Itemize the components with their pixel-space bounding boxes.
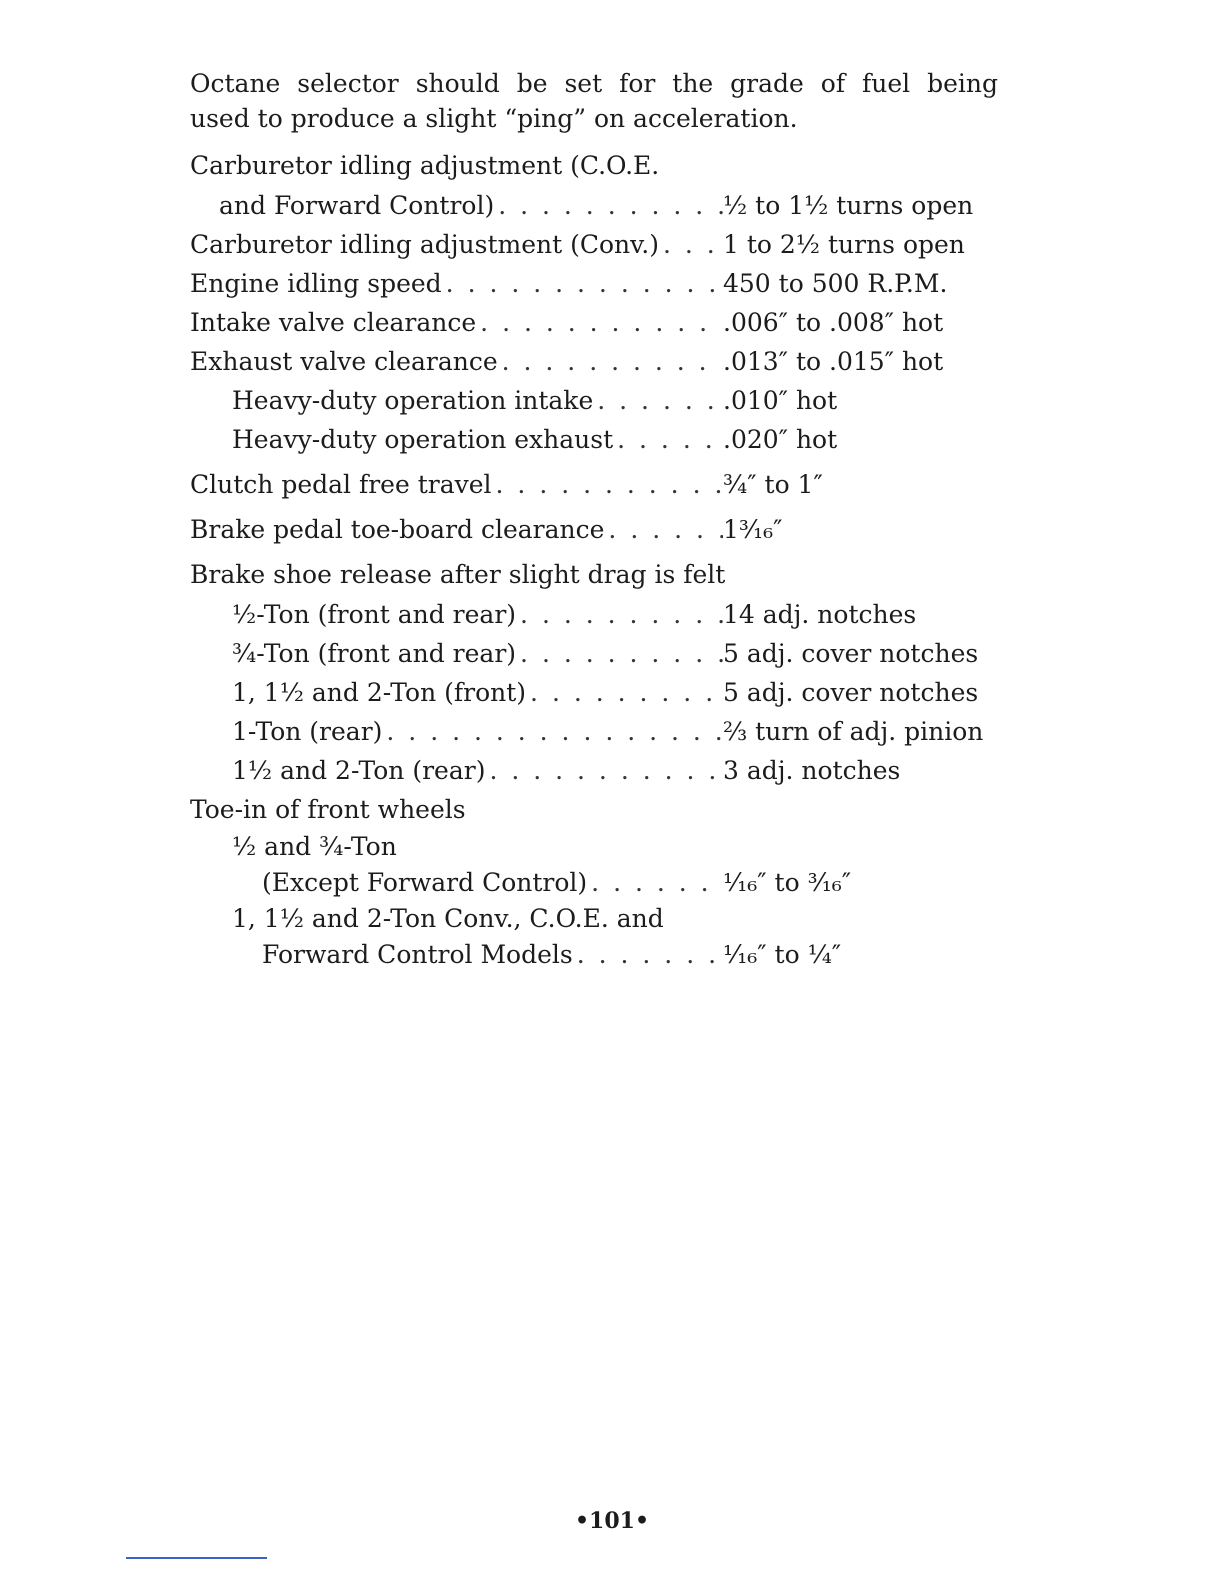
spec-value: 5 adj. cover notches	[723, 639, 979, 668]
spec-carburetor-coe	[190, 146, 998, 225]
dot-leader	[476, 303, 723, 342]
dot-leader	[587, 864, 723, 902]
spec-label: Carburetor idling adjustment (Conv.)	[190, 230, 659, 259]
spec-value: 14 adj. notches	[723, 600, 917, 629]
section-heading: Brake shoe release after slight drag is felt	[190, 560, 726, 589]
spec-value: ⅔ turn of adj. pinion	[723, 717, 984, 746]
dot-leader	[382, 712, 723, 751]
dot-leader	[613, 420, 723, 459]
dot-leader	[494, 186, 723, 225]
spec-label: (Except Forward Control)	[262, 868, 588, 897]
spec-idle-speed	[190, 264, 998, 303]
section-heading: Toe-in of front wheels	[190, 795, 466, 824]
spec-label: 1-Ton (rear)	[232, 717, 383, 746]
spec-value: 3 adj. notches	[723, 756, 901, 785]
spec-label: Brake pedal toe-board clearance	[190, 515, 605, 544]
dot-leader	[442, 264, 723, 303]
toe-in-section	[190, 790, 998, 974]
spec-label: Engine idling speed	[190, 269, 442, 298]
spec-value: ¹⁄₁₆″ to ¼″	[723, 940, 842, 969]
spec-value: .006″ to .008″ hot	[723, 308, 944, 337]
footnote-rule	[126, 1557, 267, 1559]
dot-leader	[498, 342, 723, 381]
dot-leader	[573, 936, 723, 974]
spec-value: 5 adj. cover notches	[723, 678, 979, 707]
dot-leader	[526, 673, 723, 712]
brake-shoe-row	[190, 673, 998, 712]
dot-leader	[492, 465, 723, 504]
toe-in-row	[190, 936, 998, 974]
dot-leader	[485, 751, 723, 790]
spec-value: 1 to 2½ turns open	[723, 230, 965, 259]
spec-label: Carburetor idling adjustment (C.O.E.	[190, 151, 660, 180]
spec-exhaust-clearance	[190, 342, 998, 381]
intro-paragraph	[190, 66, 998, 136]
dot-leader	[516, 595, 723, 634]
spec-label: Intake valve clearance	[190, 308, 477, 337]
spec-value: 450 to 500 R.P.M.	[723, 269, 948, 298]
dot-leader	[593, 381, 723, 420]
toe-in-group-label: ½ and ¾-Ton	[232, 832, 397, 861]
brake-shoe-row	[190, 751, 998, 790]
brake-shoe-row	[190, 595, 998, 634]
manual-page	[190, 66, 998, 974]
intro-line-2: used to produce a slight “ping” on acceleration.	[190, 104, 798, 133]
spec-clutch-free-travel	[190, 465, 998, 504]
spec-label: 1½ and 2-Ton (rear)	[232, 756, 486, 785]
brake-shoe-row	[190, 634, 998, 673]
page-number: •101•	[574, 1508, 650, 1534]
spec-value: ¾″ to 1″	[723, 470, 823, 499]
spec-value: 1³⁄₁₆″	[723, 515, 783, 544]
spec-hd-exhaust	[190, 420, 998, 459]
spec-label: 1, 1½ and 2-Ton (front)	[232, 678, 527, 707]
dot-leader	[659, 225, 723, 264]
spec-hd-intake	[190, 381, 998, 420]
spec-label: and Forward Control)	[219, 191, 495, 220]
spec-value: .010″ hot	[723, 386, 838, 415]
spec-value: .020″ hot	[723, 425, 838, 454]
spec-label: Forward Control Models	[262, 940, 573, 969]
dot-leader	[604, 510, 723, 549]
spec-label: Heavy-duty operation exhaust	[232, 425, 614, 454]
spec-label: Clutch pedal free travel	[190, 470, 492, 499]
spec-label: Heavy-duty operation intake	[232, 386, 594, 415]
spec-value: ¹⁄₁₆″ to ³⁄₁₆″	[723, 868, 852, 897]
brake-shoe-section	[190, 555, 998, 790]
spec-label: ½-Ton (front and rear)	[232, 600, 517, 629]
spec-value: .013″ to .015″ hot	[723, 347, 944, 376]
intro-line-1: Octane selector should be set for the grade of fuel being	[190, 69, 998, 98]
spec-label: ¾-Ton (front and rear)	[232, 639, 517, 668]
toe-in-row	[190, 864, 998, 902]
spec-label: Exhaust valve clearance	[190, 347, 498, 376]
spec-carburetor-conv	[190, 225, 998, 264]
toe-in-group-label: 1, 1½ and 2-Ton Conv., C.O.E. and	[232, 904, 664, 933]
spec-brake-toe-board	[190, 510, 998, 549]
brake-shoe-row	[190, 712, 998, 751]
dot-leader	[516, 634, 723, 673]
spec-value: ½ to 1½ turns open	[723, 191, 974, 220]
spec-intake-clearance	[190, 303, 998, 342]
spec-row	[190, 186, 998, 225]
